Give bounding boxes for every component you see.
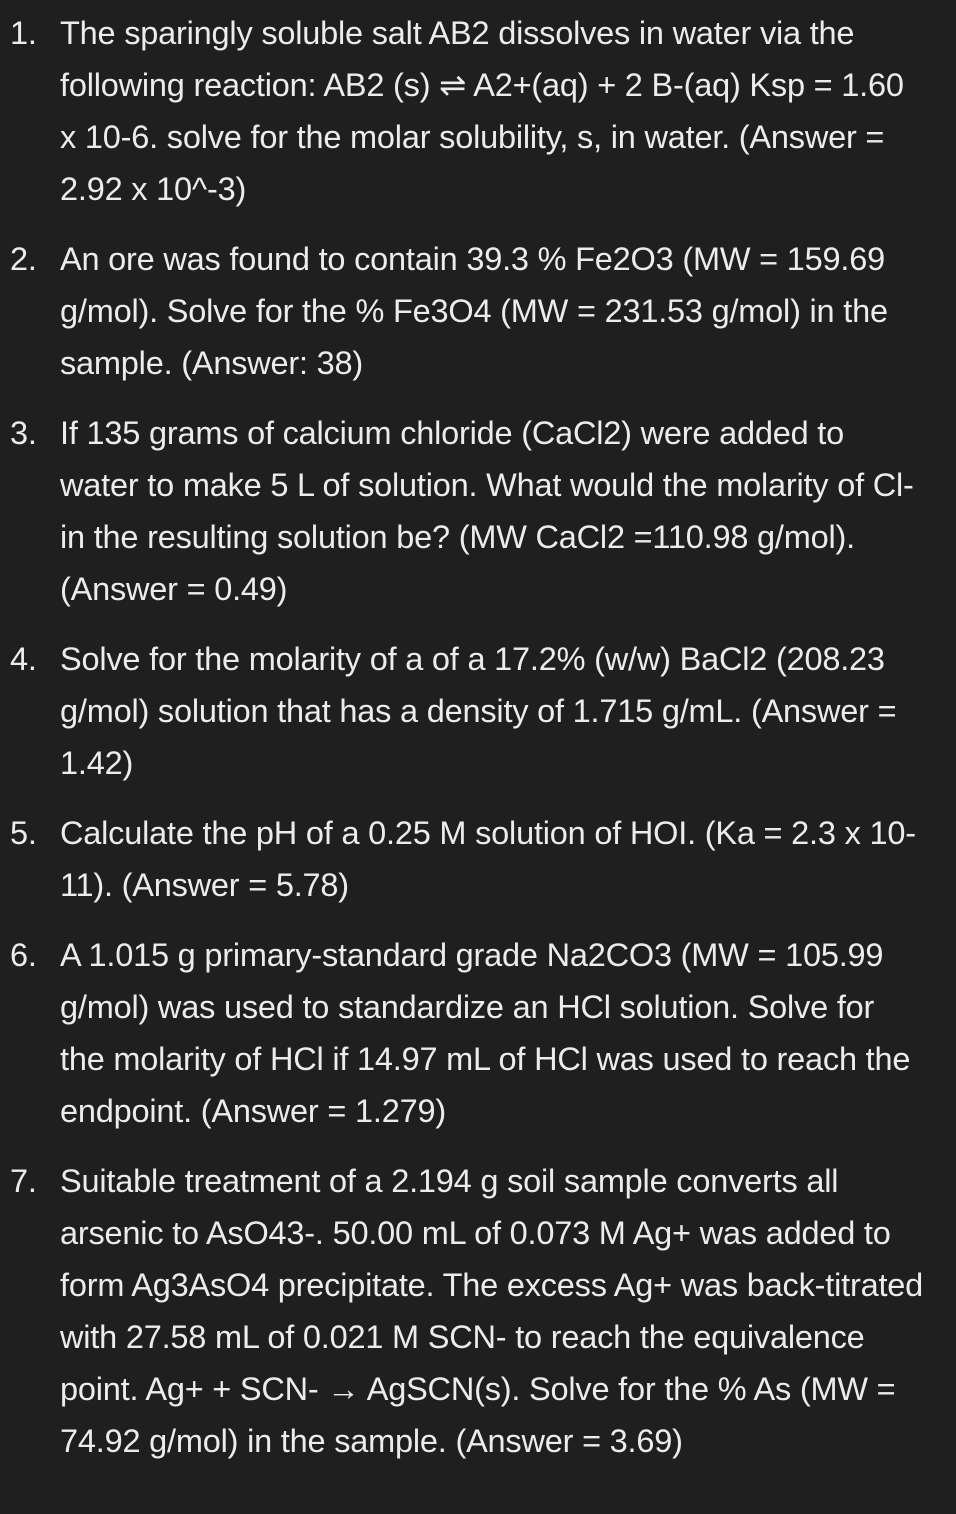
- list-item: [0, 407, 956, 615]
- list-item-text: The sparingly soluble salt AB2 dissolves in water via the following reaction: AB2 (s) ⇌ A2+(aq) + 2 B-(aq) Ksp = 1.60 x 10-6. solve for the molar solubility, s, in water. (Answer = 2.92 x 10^-3): [60, 15, 904, 207]
- list-item-text: If 135 grams of calcium chloride (CaCl2) were added to water to make 5 L of solution. What would the molarity of Cl- in the resulting solution be? (MW CaCl2 =110.98 g/mol). (Answer = 0.49): [60, 415, 914, 607]
- list-item-number: 6.: [10, 937, 37, 973]
- list-item-text: A 1.015 g primary-standard grade Na2CO3 (MW = 105.99 g/mol) was used to standardize an HCl solution. Solve for the molarity of HCl if 14.97 mL of HCl was used to reach the endpoint. (Answer = 1.279): [60, 937, 911, 1129]
- list-item-number: 2.: [10, 241, 37, 277]
- list-item-text: An ore was found to contain 39.3 % Fe2O3 (MW = 159.69 g/mol). Solve for the % Fe3O4 (MW = 231.53 g/mol) in the sample. (Answer: 38): [60, 241, 888, 381]
- list-item-text: Solve for the molarity of a of a 17.2% (w/w) BaCl2 (208.23 g/mol) solution that has a density of 1.715 g/mL. (Answer = 1.42): [60, 641, 897, 781]
- list-item-number: 3.: [10, 415, 37, 451]
- list-item-number: 7.: [10, 1163, 37, 1199]
- list-item-text: Suitable treatment of a 2.194 g soil sample converts all arsenic to AsO43-. 50.00 mL of 0.073 M Ag+ was added to form Ag3AsO4 precipitate. The excess Ag+ was back-titrated with 27.58 mL of 0.021 M SCN- to reach the equivalence point. Ag+ + SCN- → AgSCN(s). Solve for the % As (MW = 74.92 g/mol) in the sample. (Answer = 3.69): [60, 1163, 924, 1459]
- list-item: [0, 929, 956, 1137]
- problem-list: [0, 7, 956, 1467]
- list-item-number: 4.: [10, 641, 37, 677]
- list-item: [0, 807, 956, 911]
- list-item: [0, 1155, 956, 1467]
- list-item-text: Calculate the pH of a 0.25 M solution of HOI. (Ka = 2.3 x 10-11). (Answer = 5.78): [60, 815, 916, 903]
- list-item: [0, 633, 956, 789]
- list-item-number: 1.: [10, 15, 37, 51]
- list-item: [0, 233, 956, 389]
- list-item-number: 5.: [10, 815, 37, 851]
- list-item: [0, 7, 956, 215]
